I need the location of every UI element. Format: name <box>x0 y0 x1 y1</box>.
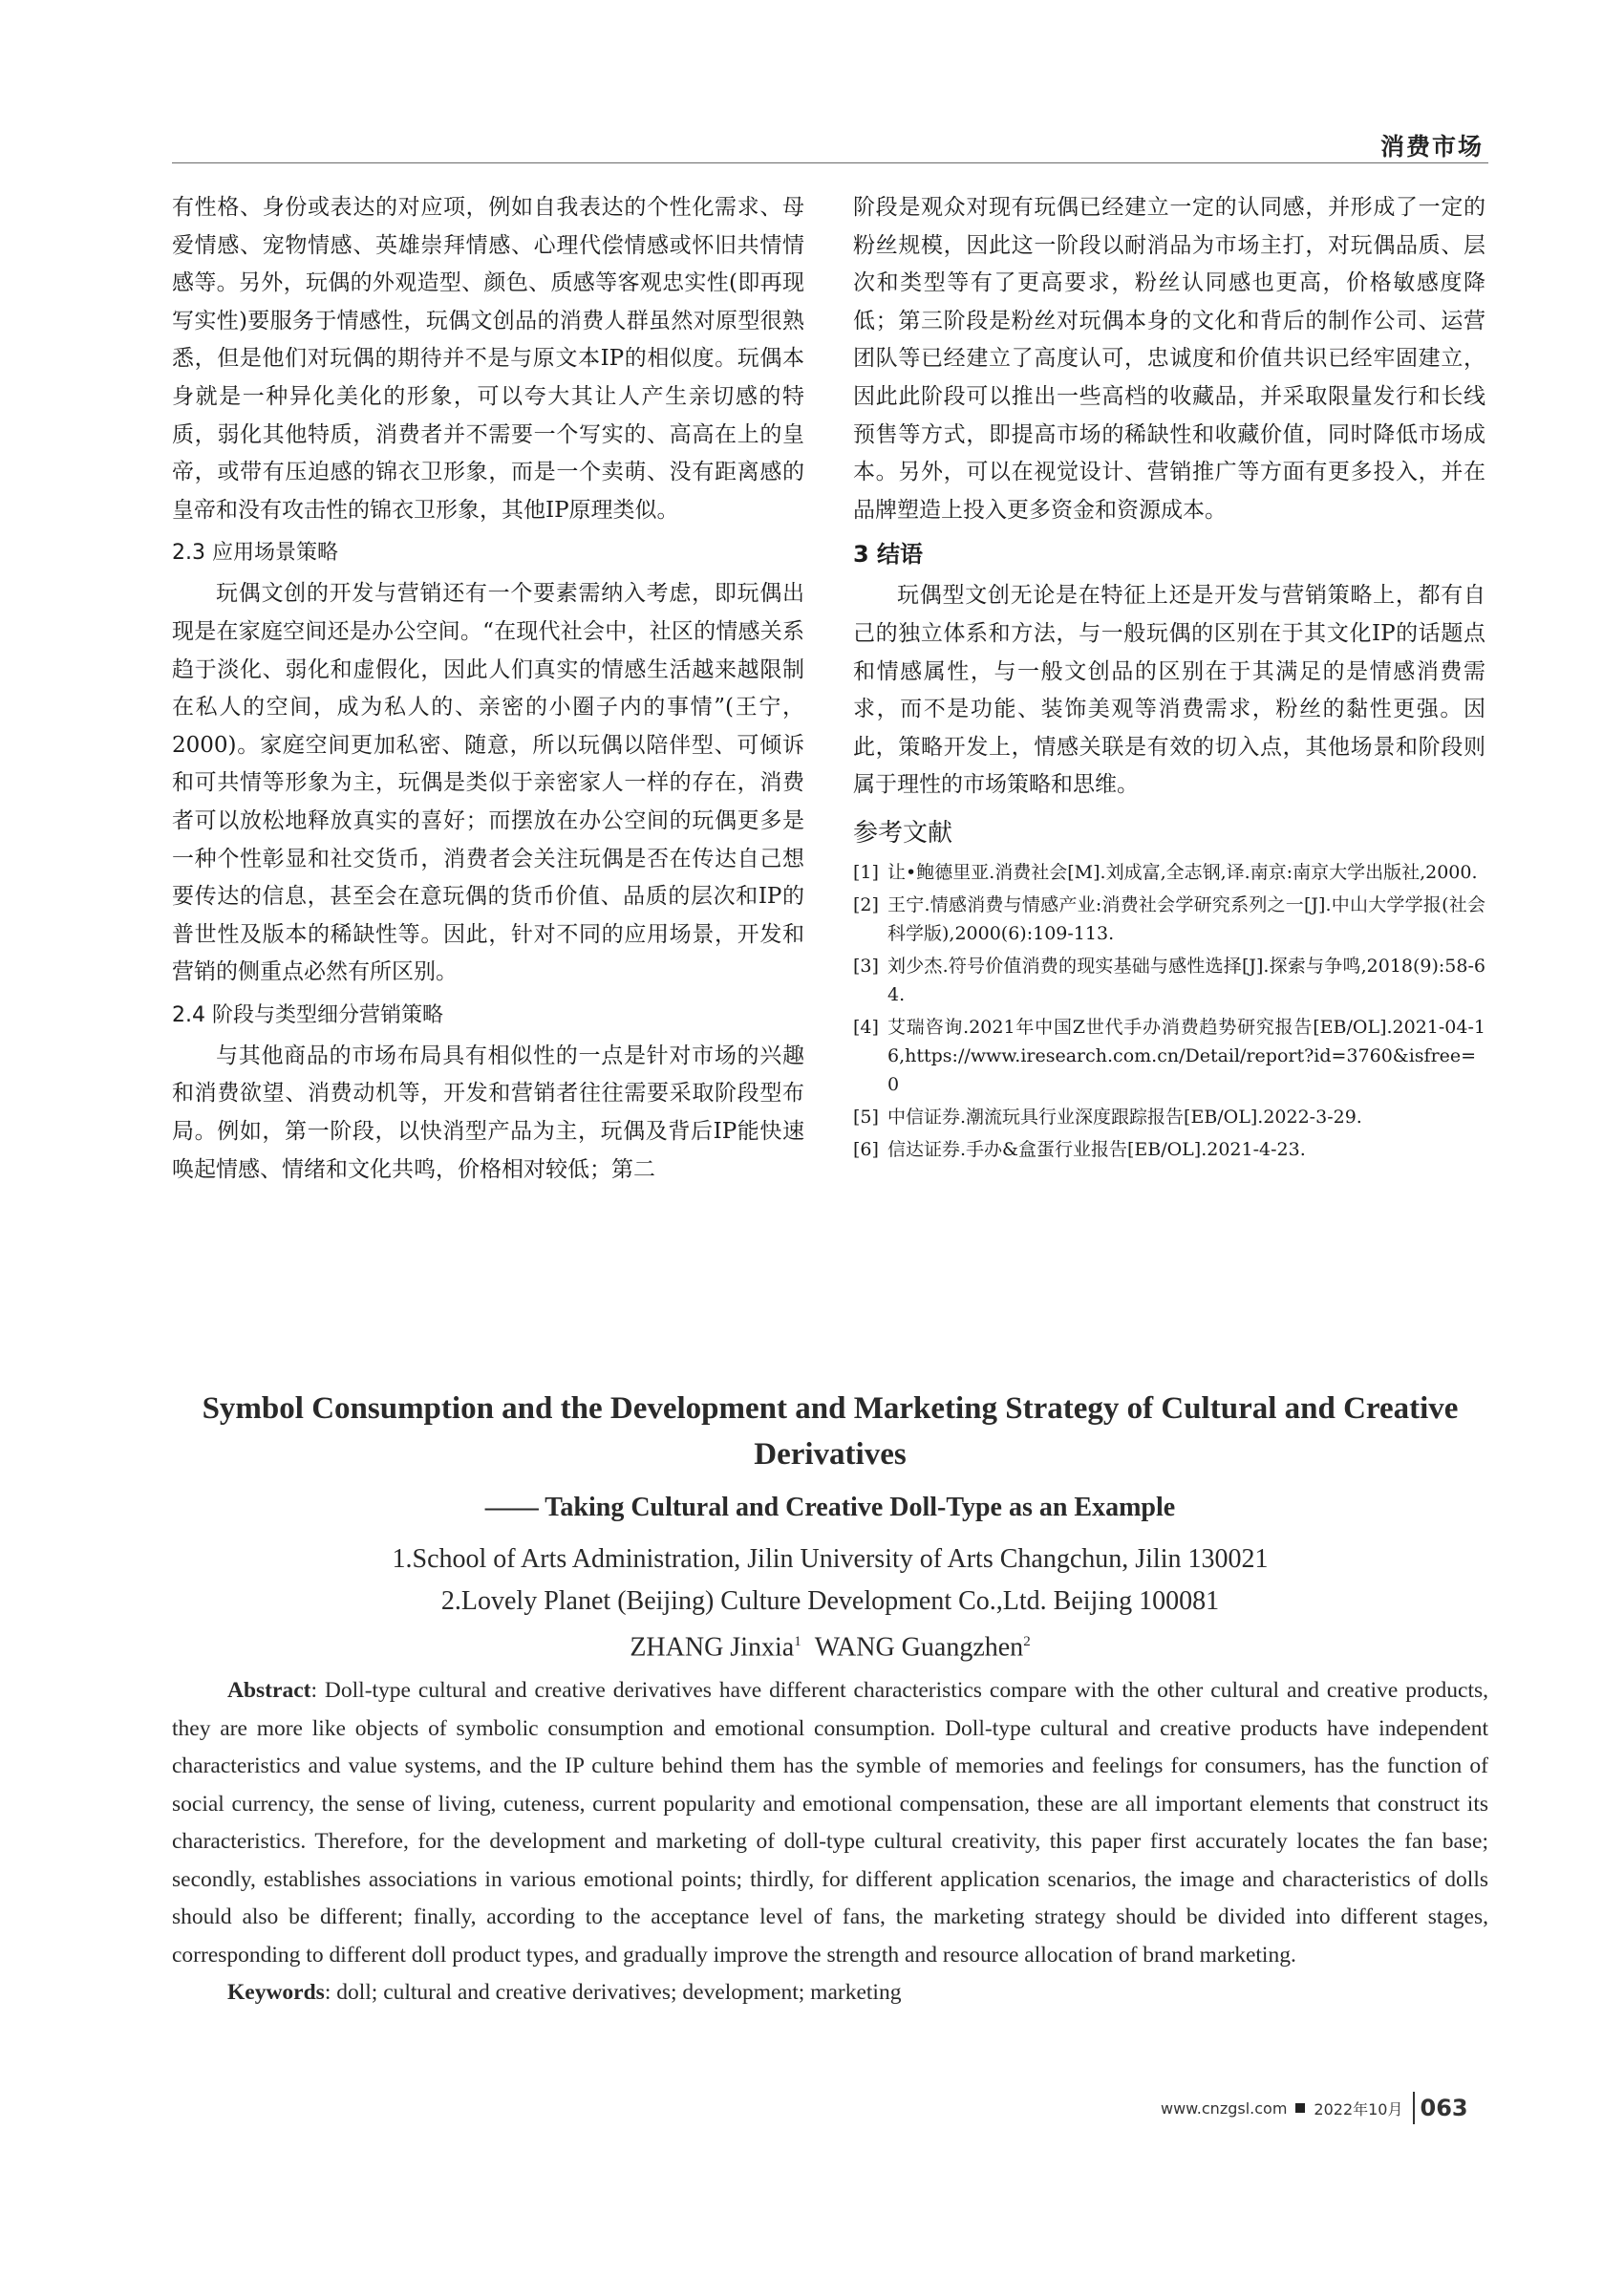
reference-number: [2] <box>853 893 879 915</box>
reference-text: 中信证券.潮流玩具行业深度跟踪报告[EB/OL].2022-3-29. <box>887 1106 1362 1128</box>
english-subtitle: —— Taking Cultural and Creative Doll-Type as an Example <box>484 1493 1176 1522</box>
section-heading-2-4: 2.4 阶段与类型细分营销策略 <box>172 1002 443 1027</box>
reference-item <box>853 1103 1485 1131</box>
reference-item <box>853 1013 1485 1099</box>
body-paragraph: 有性格、身份或表达的对应项，例如自我表达的个性化需求、母爱情感、宠物情感、英雄崇拜情感、心理代偿情感或怀旧共情情感等。另外，玩偶的外观造型、颜色、质感等客观忠实性(即再现写实性)要服务于情感性，玩偶文创品的消费人群虽然对原型很熟悉，但是他们对玩偶的期待并不是与原文本IP的相似度。玩偶本身就是一种异化美化的形象，可以夸大其让人产生亲切感的特质，弱化其他特质，消费者并不需要一个写实的、高高在上的皇帝，或带有压迫感的锦衣卫形象，而是一个卖萌、没有距离感的皇帝和没有攻击性的锦衣卫形象，其他IP原理类似。 <box>172 195 804 523</box>
reference-number: [4] <box>853 1016 879 1038</box>
reference-number: [1] <box>853 861 879 883</box>
journal-website: www.cnzgsl.com <box>1161 2098 1288 2118</box>
reference-number: [3] <box>853 955 879 977</box>
abstract-label: Abstract <box>227 1678 311 1704</box>
section-heading-2-3: 2.3 应用场景策略 <box>172 541 338 566</box>
body-paragraph: 阶段是观众对现有玩偶已经建立一定的认同感，并形成了一定的粉丝规模，因此这一阶段以耐消品为市场主打，对玩偶品质、层次和类型等有了更高要求，粉丝认同感也更高，价格敏感度降低；第三阶段是粉丝对玩偶本身的文化和背后的制作公司、运营团队等已经建立了高度认可，忠诚度和价值共识已经牢固建立，因此此阶段可以推出一些高档的收藏品，并采取限量发行和长线预售等方式，即提高市场的稀缺性和收藏价值，同时降低市场成本。另外，可以在视觉设计、营销推广等方面有更多投入，并在品牌塑造上投入更多资金和资源成本。 <box>853 195 1485 523</box>
body-paragraph: 玩偶文创的开发与营销还有一个要素需纳入考虑，即玩偶出现是在家庭空间还是办公空间。“在现代社会中，社区的情感关系趋于淡化、弱化和虚假化，因此人们真实的情感生活越来越限制在私人的空间，成为私人的、亲密的小圈子内的事情”(王宁，2000)。家庭空间更加私密、随意，所以玩偶以陪伴型、可倾诉和可共情等形象为主，玩偶是类似于亲密家人一样的存在，消费者可以放松地释放真实的喜好；而摆放在办公空间的玩偶更多是一种个性彰显和社交货币，消费者会关注玩偶是否在传达自己想要传达的信息，甚至会在意玩偶的货币价值、品质的层次和IP的普世性及版本的稀缺性等。因此，针对不同的应用场景，开发和营销的侧重点必然有所区别。 <box>172 581 804 985</box>
right-column <box>853 189 1485 1168</box>
reference-number: [6] <box>853 1138 879 1160</box>
author-line <box>172 1623 1488 1667</box>
author-affiliation-mark: 1 <box>794 1634 801 1649</box>
keywords-paragraph <box>172 1974 1488 2012</box>
page-number: 063 <box>1420 2095 1468 2121</box>
footer-divider <box>1413 2092 1415 2124</box>
reference-item <box>853 891 1485 948</box>
author-affiliation-mark: 2 <box>1023 1634 1031 1649</box>
reference-text: 王宁.情感消费与情感产业:消费社会学研究系列之一[J].中山大学学报(社会科学版),2000(6):109-113. <box>887 893 1485 944</box>
issue-date: 2022年10月 <box>1314 2099 1403 2119</box>
reference-text: 刘少杰.符号价值消费的现实基础与感性选择[J].探索与争鸣,2018(9):58-64. <box>887 955 1485 1005</box>
references-heading: 参考文献 <box>853 818 953 848</box>
reference-item <box>853 952 1485 1009</box>
body-paragraph: 玩偶型文创无论是在特征上还是开发与营销策略上，都有自己的独立体系和方法，与一般玩偶的区别在于其文化IP的话题点和情感属性，与一般文创品的区别在于其满足的是情感消费需求，而不是功能、装饰美观等消费需求，粉丝的黏性更强。因此，策略开发上，情感关联是有效的切入点，其他场景和阶段则属于理性的市场策略和思维。 <box>853 583 1485 798</box>
abstract-paragraph <box>172 1672 1488 1974</box>
reference-item <box>853 858 1485 887</box>
affiliation-1: 1.School of Arts Administration, Jilin University of Arts Changchun, Jilin 130021 <box>392 1544 1269 1574</box>
body-paragraph: 与其他商品的市场布局具有相似性的一点是针对市场的兴趣和消费欲望、消费动机等，开发和营销者往往需要采取阶段型布局。例如，第一阶段，以快消型产品为主，玩偶及背后IP能快速唤起情感、情绪和文化共鸣，价格相对较低；第二 <box>172 1043 804 1182</box>
square-bullet-icon <box>1295 2103 1305 2113</box>
journal-section-title: 消费市场 <box>1380 133 1485 161</box>
reference-text: 让•鲍德里亚.消费社会[M].刘成富,全志钢,译.南京:南京大学出版社,2000. <box>887 861 1478 883</box>
affiliation-2: 2.Lovely Planet (Beijing) Culture Development Co.,Ltd. Beijing 100081 <box>440 1586 1220 1616</box>
reference-text: 信达证券.手办&盒蛋行业报告[EB/OL].2021-4-23. <box>887 1138 1306 1160</box>
author-name: WANG Guangzhen <box>814 1632 1024 1663</box>
reference-number: [5] <box>853 1106 879 1128</box>
english-title: Symbol Consumption and the Development and Marketing Strategy of Cultural and Creative Derivatives <box>202 1391 1459 1472</box>
author-name: ZHANG Jinxia <box>630 1632 795 1663</box>
reference-list <box>853 858 1485 1164</box>
page-footer <box>1161 2089 1468 2127</box>
reference-item <box>853 1135 1485 1164</box>
section-heading-conclusion: 3 结语 <box>853 541 924 569</box>
english-abstract-block <box>172 1386 1488 2012</box>
left-column <box>172 189 804 1189</box>
keywords-label: Keywords <box>227 1980 325 2006</box>
keywords-text: : doll; cultural and creative derivatives; development; marketing <box>324 1980 902 2006</box>
header-divider <box>172 162 1488 163</box>
abstract-text: : Doll-type cultural and creative derivatives have different characteristics compare with the other cultural and creative products, they are more like objects of symbolic consumption and emotional consumption. Doll-type cultural and creative products have independent characteristics and value systems, and the IP culture behind them has the symble of memories and feelings for consumers, has the function of social currency, the sense of living, cuteness, current popularity and emotional compensation, these are all important elements that construct its characteristics. Therefore, for the development and marketing of doll-type cultural creativity, this paper first accurately locates the fan base; secondly, establishes associations in various emotional points; thirdly, for different application scenarios, the image and characteristics of dolls should also be different; finally, according to the acceptance level of fans, the marketing strategy should be divided into different stages, corresponding to different doll product types, and gradually improve the strength and resource allocation of brand marketing. <box>172 1678 1488 1968</box>
reference-text: 艾瑞咨询.2021年中国Z世代手办消费趋势研究报告[EB/OL].2021-04-16,https://www.iresearch.com.cn/Detail/report?id=3760&isfree=0 <box>887 1016 1485 1095</box>
